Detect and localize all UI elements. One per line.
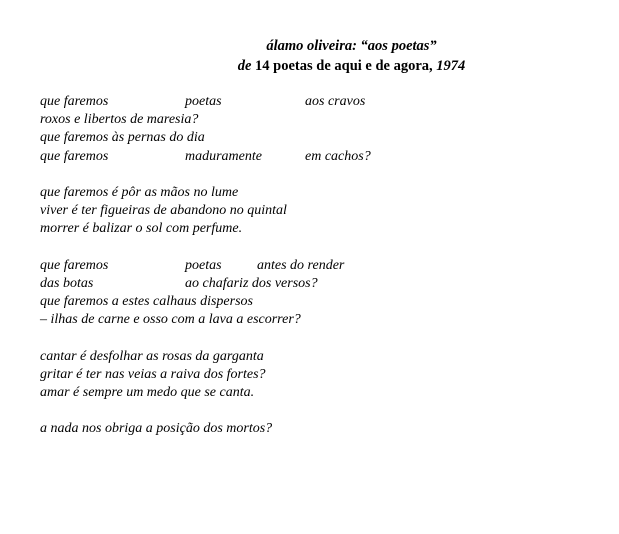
stanza-1	[40, 93, 600, 166]
poem-line	[40, 148, 600, 166]
poem-line	[40, 275, 600, 293]
poem-body	[40, 93, 600, 457]
poem-line: viver é ter figueiras de abandono no quintal	[40, 203, 287, 219]
poem-line	[40, 93, 600, 111]
poem-title: álamo oliveira: “aos poetas”	[266, 38, 437, 54]
poem-line-part: que faremos	[40, 94, 109, 109]
poem-line: gritar é ter nas veias a raiva dos fortes?	[40, 366, 266, 382]
poem-line: que faremos é pôr as mãos no lume	[40, 184, 239, 200]
stanza-4	[40, 348, 600, 403]
poem-line-part: das botas	[40, 275, 94, 291]
poem-line: que faremos às pernas do dia	[40, 130, 205, 146]
poem-line-part: que faremos	[40, 257, 109, 273]
poem-line: amar é sempre um medo que se canta.	[40, 385, 255, 400]
poem-source	[0, 56, 619, 76]
poem-line-part: em cachos?	[305, 148, 371, 164]
poem-line-part: que faremos	[40, 148, 109, 164]
stanza-3	[40, 257, 600, 330]
source-prefix: de	[237, 58, 252, 74]
poem-line: que faremos a estes calhaus dispersos	[40, 294, 253, 310]
poem-line: – ilhas de carne e osso com a lava a escorrer?	[40, 312, 301, 328]
poem-line-part: aos cravos	[305, 94, 366, 109]
poem-line-part: ao chafariz dos versos?	[185, 275, 318, 291]
source-book: 14 poetas de aqui e de agora,	[255, 58, 433, 74]
poem-line: morrer é balizar o sol com perfume.	[40, 221, 243, 237]
poem-line-part: poetas	[185, 257, 222, 273]
poem-line	[40, 257, 600, 275]
poem-line-part: maduramente	[185, 148, 262, 164]
stanza-2	[40, 184, 600, 239]
source-year: 1974	[436, 58, 466, 74]
poem-line: cantar é desfolhar as rosas da garganta	[40, 348, 264, 364]
poem-line: a nada nos obriga a posição dos mortos?	[40, 421, 273, 437]
poem-line-part: poetas	[185, 94, 222, 109]
poem-header	[0, 36, 619, 76]
poem-line-part: antes do render	[257, 257, 345, 273]
poem-line: roxos e libertos de maresia?	[40, 112, 199, 128]
stanza-5	[40, 420, 600, 438]
